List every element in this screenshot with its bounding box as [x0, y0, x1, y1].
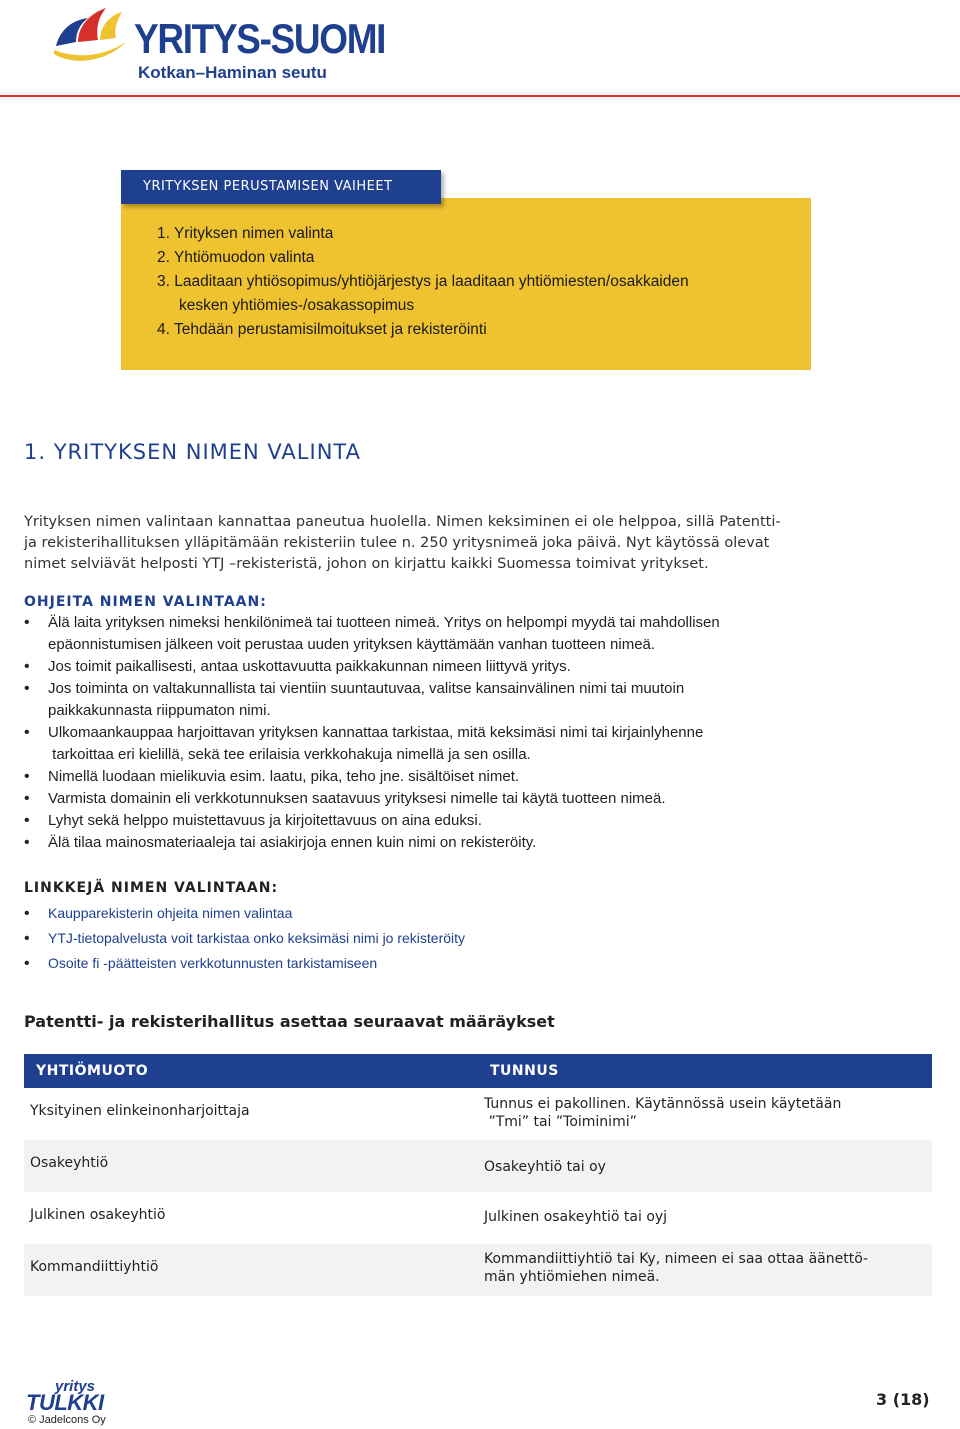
links-list — [0, 901, 940, 976]
steps-title: YRITYKSEN PERUSTAMISEN VAIHEET — [143, 179, 393, 194]
paragraph-line: Yrityksen nimen valintaan kannattaa paneutua huolella. Nimen keksiminen ei ole helppoa, sillä Patentti- — [24, 514, 781, 530]
guidance-list — [0, 612, 940, 854]
steps-title-tab — [121, 170, 441, 204]
link-kaupparekisteri[interactable]: • Kaupparekisterin ohjeita nimen valintaa — [0, 901, 940, 926]
step-item-continuation: kesken yhtiömies-/osakassopimus — [179, 297, 415, 314]
section-heading: 1. YRITYKSEN NIMEN VALINTA — [24, 440, 361, 464]
brand-name: YRITYS-SUOMI — [134, 15, 386, 62]
table-row — [24, 1244, 932, 1296]
footer-brand-top: yritys — [55, 1378, 96, 1395]
regulations-heading: Patentti- ja rekisterihallitus asettaa seuraavat määräykset — [24, 1012, 555, 1031]
header-divider — [0, 95, 960, 97]
list-item: • Jos toiminta on valtakunnallista tai vientiin suuntautuvaa, valitse kansainvälinen nimi tai muutoin paikkakunnasta riippumaton nimi. — [0, 678, 940, 722]
brand-subtitle: Kotkan–Haminan seutu — [138, 63, 327, 82]
step-item: 1. Yrityksen nimen valinta — [157, 225, 334, 242]
company-form: Kommandiittiyhtiö — [30, 1259, 159, 1275]
intro-paragraph — [24, 512, 936, 575]
list-item: • Nimellä luodaan mielikuvia esim. laatu, pika, teho jne. sisältöiset nimet. — [0, 766, 940, 788]
table-header — [24, 1054, 932, 1088]
list-item: • Jos toimit paikallisesti, antaa uskottavuutta paikkakunnan nimeen liittyvä yritys. — [0, 656, 940, 678]
step-item: 2. Yhtiömuodon valinta — [157, 249, 315, 266]
column-header: YHTIÖMUOTO — [36, 1063, 149, 1079]
column-header: TUNNUS — [490, 1063, 559, 1079]
regulations-table — [24, 1054, 932, 1296]
identifier: Kommandiittiyhtiö tai Ky, nimeen ei saa ottaa äänettö- män yhtiömiehen nimeä. — [484, 1251, 869, 1285]
link-fi-domain[interactable]: • Osoite fi -päätteisten verkkotunnusten tarkistamiseen — [0, 951, 940, 976]
page-number: 3 (18) — [876, 1390, 930, 1409]
company-form: Julkinen osakeyhtiö — [30, 1207, 166, 1223]
step-item: 4. Tehdään perustamisilmoitukset ja rekisteröinti — [157, 321, 487, 338]
table-row — [24, 1140, 932, 1192]
guidance-heading: OHJEITA NIMEN VALINTAAN: — [24, 594, 267, 610]
list-item: • Lyhyt sekä helppo muistettavuus ja kirjoitettavuus on aina eduksi. — [0, 810, 940, 832]
table-row — [24, 1192, 932, 1244]
identifier: Osakeyhtiö tai oy — [484, 1159, 606, 1175]
paragraph-line: nimet selviävät helposti YTJ –rekisteristä, johon on kirjattu kaikki Suomessa toimivat yritykset. — [24, 556, 709, 572]
links-heading: LINKKEJÄ NIMEN VALINTAAN: — [24, 880, 279, 896]
list-item: • Varmista domainin eli verkkotunnuksen saatavuus yrityksesi nimelle tai käytä tuotteen nimeä. — [0, 788, 940, 810]
paragraph-line: ja rekisterihallituksen ylläpitämään rekisteriin tulee n. 250 yritysnimeä joka päivä. Nyt käytössä olevat — [24, 535, 770, 551]
list-item: • Älä tilaa mainosmateriaaleja tai asiakirjoja ennen kuin nimi on rekisteröity. — [0, 832, 940, 854]
steps-list — [157, 222, 689, 342]
table-row — [24, 1088, 932, 1140]
link-ytj[interactable]: • YTJ-tietopalvelusta voit tarkistaa onko keksimäsi nimi jo rekisteröity — [0, 926, 940, 951]
yritys-suomi-logo-icon — [50, 2, 130, 64]
list-item: • Älä laita yrityksen nimeksi henkilönimeä tai tuotteen nimeä. Yritys on helpompi myydä tai mahdollisen epäonnistumisen jälkeen voit perustaa uuden yrityksen käyttämään vanhan tuotteen nimeä. — [0, 612, 940, 656]
footer-copyright: © Jadelcons Oy — [28, 1414, 106, 1426]
company-form: Osakeyhtiö — [30, 1155, 109, 1171]
list-item: • Ulkomaankauppaa harjoittavan yrityksen kannattaa tarkistaa, mitä keksimäsi nimi tai kirjainlyhenne tarkoittaa eri kielillä, sekä tee erilaisia verkkohakuja nimellä ja sen osilla. — [0, 722, 940, 766]
footer-brand: TULKKI — [26, 1390, 104, 1415]
company-form: Yksityinen elinkeinonharjoittaja — [30, 1103, 250, 1119]
identifier: Julkinen osakeyhtiö tai oyj — [484, 1209, 668, 1225]
identifier: Tunnus ei pakollinen. Käytännössä usein käytetään ”Tmi” tai ”Toiminimi” — [484, 1096, 842, 1130]
step-item: 3. Laaditaan yhtiösopimus/yhtiöjärjestys ja laaditaan yhtiömiesten/osakkaiden — [157, 273, 689, 290]
